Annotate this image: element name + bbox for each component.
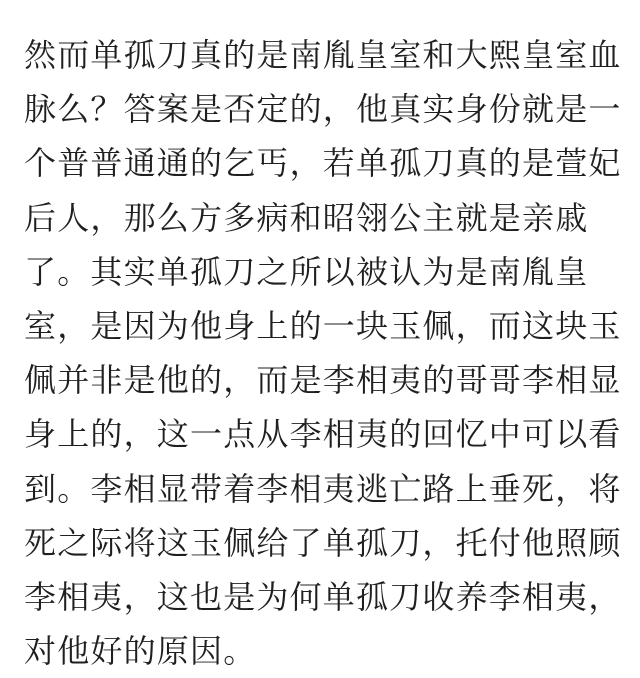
paragraph-line: 对他好的原因。 [24,632,257,671]
paragraph-line: 死之际将这玉佩给了单孤刀，托付他照顾 [24,523,622,562]
paragraph-line: 脉么？答案是否定的，他真实身份就是一 [24,90,622,129]
article-paragraph [24,28,624,678]
paragraph-line: 后人，那么方多病和昭翎公主就是亲戚 [24,198,589,237]
paragraph-line: 佩并非是他的，而是李相夷的哥哥李相显 [24,361,622,400]
paragraph-line: 到。李相显带着李相夷逃亡路上垂死，将 [24,469,622,508]
paragraph-line: 李相夷，这也是为何单孤刀收养李相夷， [24,577,622,616]
paragraph-line: 身上的，这一点从李相夷的回忆中可以看 [24,415,622,454]
paragraph-line: 然而单孤刀真的是南胤皇室和大熙皇室血 [24,36,622,74]
paragraph-line: 室，是因为他身上的一块玉佩，而这块玉 [24,306,622,345]
paragraph-line: 个普普通通的乞丐，若单孤刀真的是萱妃 [24,144,622,183]
paragraph-line: 了。其实单孤刀之所以被认为是南胤皇 [24,252,589,291]
